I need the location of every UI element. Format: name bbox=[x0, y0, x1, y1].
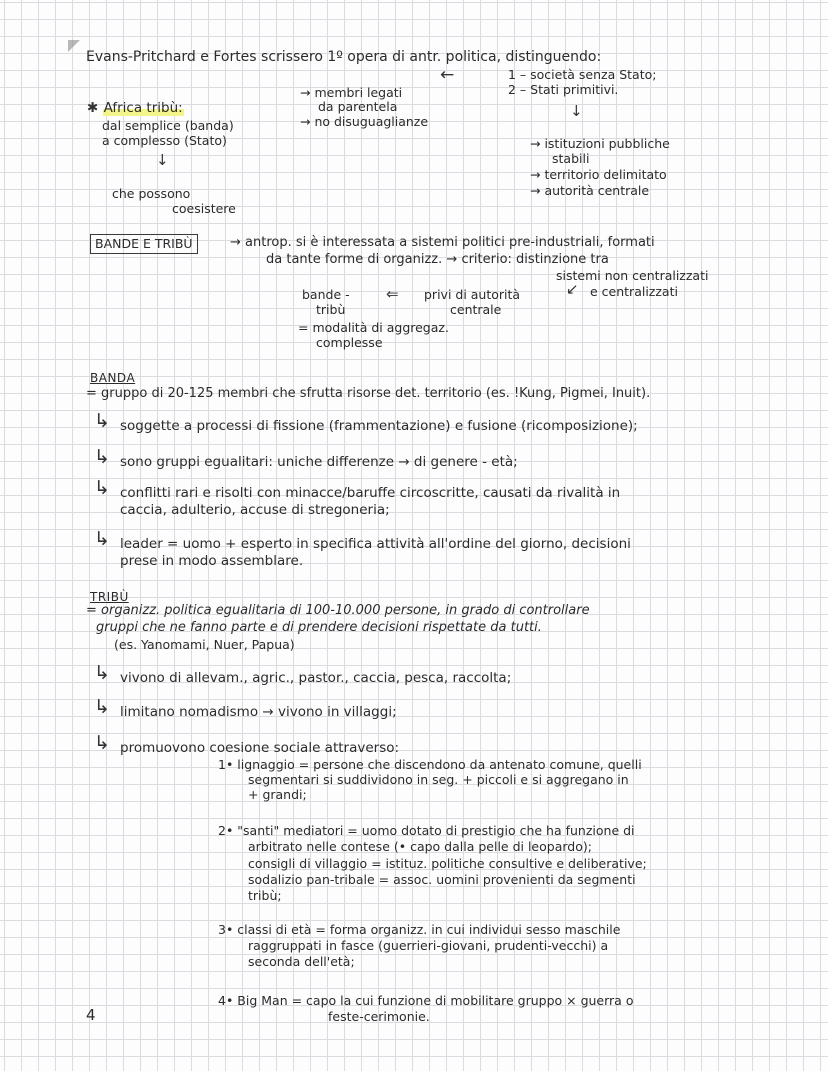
coesistere-1: che possono bbox=[112, 186, 191, 201]
bullet-arrow-icon: ↳ bbox=[94, 696, 110, 718]
privi-autorita: privi di autorità bbox=[424, 287, 521, 302]
ist-autorita: → autorità centrale bbox=[530, 183, 650, 198]
note-parentela: da parentela bbox=[318, 99, 398, 114]
tribu-def-2: gruppi che ne fanno parte e di prendere decisioni rispettate da tutti. bbox=[96, 620, 542, 635]
star-icon: ✱ bbox=[87, 100, 99, 116]
santi-2: arbitrato nelle contese (• capo dalla pelle di leopardo); bbox=[248, 839, 592, 854]
page-corner bbox=[68, 40, 80, 52]
down-arrow-icon: ↓ bbox=[570, 102, 583, 120]
down-arrow-icon: ↓ bbox=[156, 151, 169, 169]
bullet-arrow-icon: ↳ bbox=[94, 732, 110, 754]
lignaggio-2: segmentari si suddividono in seg. + piccoli e si aggregano in bbox=[248, 772, 629, 787]
santi-1: 2• "santi" mediatori = uomo dotato di prestigio che ha funzione di bbox=[218, 823, 635, 838]
africa-label: Africa tribù: bbox=[103, 100, 183, 116]
right-arrow-icon: → bbox=[446, 252, 458, 267]
bande-tribu-line1: antrop. si è interessata a sistemi politici pre-industriali, formati bbox=[245, 235, 655, 250]
banda-point-1: soggette a processi di fissione (frammentazione) e fusione (ricomposizione); bbox=[120, 418, 638, 434]
santi-5: tribù; bbox=[248, 888, 282, 903]
ist-pubbliche: → istituzioni pubbliche bbox=[530, 136, 670, 151]
classi-eta-3: seconda dell'età; bbox=[248, 954, 355, 969]
modalita-aggregaz: = modalità di aggregaz. bbox=[298, 320, 449, 335]
tribu-heading: TRIBÙ bbox=[90, 590, 129, 604]
tribu-def-3: (es. Yanomami, Nuer, Papua) bbox=[114, 637, 295, 652]
banda-point-4b: prese in modo assemblare. bbox=[120, 553, 304, 569]
organizz-text: da tante forme di organizz. bbox=[266, 252, 443, 267]
modalita-complesse: complesse bbox=[316, 335, 383, 350]
santi-3: consigli di villaggio = istituz. politiche consultive e deliberative; bbox=[248, 856, 647, 871]
bande-tribu-box: BANDE E TRIBÙ bbox=[90, 234, 198, 254]
page-number: 4 bbox=[86, 1006, 96, 1024]
centralizzati: e centralizzati bbox=[590, 284, 678, 299]
bullet-arrow-icon: ↳ bbox=[94, 446, 110, 468]
banda-point-4a: leader = uomo + esperto in specifica attività all'ordine del giorno, decisioni bbox=[120, 536, 631, 552]
lignaggio-1: 1• lignaggio = persone che discendono da antenato comune, quelli bbox=[218, 757, 642, 772]
big-man-1: 4• Big Man = capo la cui funzione di mobilitare gruppo × guerra o bbox=[218, 993, 634, 1008]
bande-label: bande - bbox=[302, 287, 350, 302]
banda-heading: BANDA bbox=[90, 371, 136, 385]
tribu-point-1: vivono di allevam., agric., pastor., caccia, pesca, raccolta; bbox=[120, 670, 512, 686]
list-item-2: 2 – Stati primitivi. bbox=[508, 82, 619, 97]
bullet-arrow-icon: ↳ bbox=[94, 528, 110, 550]
classi-eta-1: 3• classi di età = forma organizz. in cui individui sesso maschile bbox=[218, 922, 621, 937]
bande-tribu-intro bbox=[230, 235, 655, 250]
africa-line bbox=[87, 101, 184, 116]
banda-point-2: sono gruppi egualitari: uniche differenze → di genere - età; bbox=[120, 454, 518, 470]
tribu-point-2: limitano nomadismo → vivono in villaggi; bbox=[120, 704, 397, 720]
intro-line: Evans-Pritchard e Fortes scrissero 1º opera di antr. politica, distinguendo: bbox=[86, 49, 602, 65]
bullet-arrow-icon: ↳ bbox=[94, 410, 110, 432]
banda-point-3a: conflitti rari e risolti con minacce/baruffe circoscritte, causati da rivalità in bbox=[120, 485, 621, 501]
bande-tribu-line2 bbox=[266, 252, 609, 267]
privi-centrale: centrale bbox=[450, 302, 502, 317]
ist-territorio: → territorio delimitato bbox=[530, 167, 667, 182]
double-left-arrow-icon: ⇐ bbox=[386, 285, 399, 303]
curve-arrow-icon: ↙ bbox=[566, 280, 579, 298]
santi-4: sodalizio pan-tribale = assoc. uomini provenienti da segmenti bbox=[248, 872, 636, 887]
africa-semplice: dal semplice (banda) bbox=[102, 118, 234, 133]
note-membri-legati: → membri legati bbox=[300, 85, 403, 100]
classi-eta-2: raggruppati in fasce (guerrieri-giovani, prudenti-vecchi) a bbox=[248, 938, 609, 953]
banda-point-3b: caccia, adulterio, accuse di stregoneria; bbox=[120, 502, 390, 518]
bullet-arrow-icon: ↳ bbox=[94, 477, 110, 499]
left-arrow-icon: ← bbox=[440, 65, 455, 85]
ist-stabili: stabili bbox=[552, 151, 590, 166]
criterio-text: criterio: distinzione tra bbox=[461, 252, 609, 267]
coesistere-2: coesistere bbox=[172, 201, 236, 216]
sistemi-non-centralizzati: sistemi non centralizzati bbox=[556, 268, 709, 283]
tribu-def-1: = organizz. politica egualitaria di 100-10.000 persone, in grado di controllare bbox=[86, 603, 590, 618]
note-disuguaglianze: → no disuguaglianze bbox=[300, 114, 429, 129]
banda-definition: = gruppo di 20-125 membri che sfrutta risorse det. territorio (es. !Kung, Pigmei, Inuit). bbox=[86, 386, 651, 401]
africa-complesso: a complesso (Stato) bbox=[102, 133, 227, 148]
big-man-2: feste-cerimonie. bbox=[328, 1009, 430, 1024]
bullet-arrow-icon: ↳ bbox=[94, 662, 110, 684]
tribu-label: tribù bbox=[316, 302, 346, 317]
list-item-1: 1 – società senza Stato; bbox=[508, 67, 657, 82]
lignaggio-3: + grandi; bbox=[248, 787, 307, 802]
tribu-point-3: promuovono coesione sociale attraverso: bbox=[120, 740, 400, 756]
right-arrow-icon: → bbox=[230, 235, 241, 250]
